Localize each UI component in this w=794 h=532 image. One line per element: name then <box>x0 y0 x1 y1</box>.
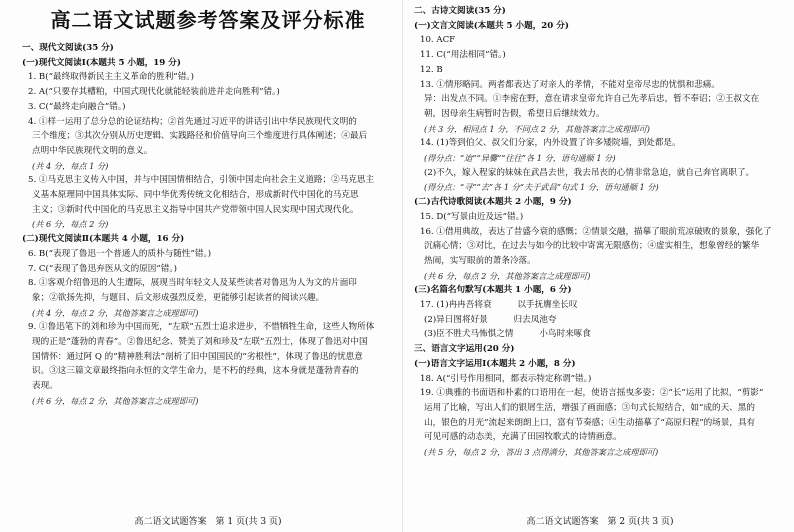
answer-line: 异：出发点不同。①李密在野，意在请求皇帝允许自己先孝后忠，暂不奉诏；②王叔文在 <box>424 94 760 105</box>
answer-line: 18. A(“引号作用相同，都表示特定称谓”错。) <box>420 373 592 384</box>
page-1-column <box>22 0 394 532</box>
answer-line: 三个维度；③其次分别从历史逻辑、实践路径和价值导向三个维度进行具体阐述；④最后 <box>32 131 368 142</box>
page-1-content <box>22 41 394 409</box>
section-heading: 三、语言文字运用(20 分) <box>414 344 515 355</box>
answer-line: 主义；③新时代中国化的马克思主义指导中国共产党带领中国人民实现中国式现代化。 <box>32 204 359 215</box>
scoring-note: (共 6 分，每点 2 分，其他答案言之成理即可) <box>32 395 199 406</box>
answer-line: 山，银色的月光”流起来朗朗上口，富有节奏感；④生动描摹了“高原归程”的场景，具有 <box>424 417 756 428</box>
subsection-heading: (三)名篇名句默写(本题共 1 小题，6 分) <box>414 285 572 296</box>
subsection-heading: (二)现代文阅读Ⅱ(本题共 4 小题，16 分) <box>22 234 185 245</box>
page-2-content <box>414 4 786 460</box>
answer-line: 现的正是“蓬勃的青春”。②鲁迅纪念、赞美了刘和珍及“左联”五烈士，体现了鲁迅对中国 <box>32 337 368 348</box>
scoring-note: (共 4 分，每点 1 分) <box>32 160 109 171</box>
answer-line: 6. B(“表现了鲁迅一个普通人的质朴与随性”错。) <box>28 248 212 259</box>
scoring-note: (共 6 分，每点 2 分，其他答案言之成理即可) <box>424 270 591 281</box>
scoring-note: (共 3 分，相同点 1 分，不同点 2 分，其他答案言之成理即可) <box>424 123 650 134</box>
answer-line: 12. B <box>420 64 443 75</box>
answer-line: (2)异日图将好景 归去凤池夸 <box>424 314 557 325</box>
answer-line: 2. A(“只要存其槽粕，中国式现代化就能轻装前进并走向胜利”错。) <box>28 87 280 98</box>
answer-line: 识。③这三篇文章最终指向永恒的文学生命力，是不朽的经典，这本身就是蓬勃青春的 <box>32 366 359 377</box>
answer-line: 沉痛心情；③对比，在过去与如今的比较中寄寓无限感伤；④虚实相生，想象曾经的繁华 <box>424 241 760 252</box>
answer-line: 16. ①借用典故，表达了昔盛今衰的感慨；②情景交融，描摹了眼前荒凉破败的景象，强化了 <box>420 226 772 237</box>
answer-line: 5. ①马克思主义传入中国，并与中国国情相结合，引领中国走向社会主义道路；②马克思主 <box>28 175 375 186</box>
scoring-note: (得分点：“寻”“去”各 1 分“夫于武昌”句式 1 分，语句通顺 1 分) <box>424 182 659 193</box>
scoring-note: (得分点：“迨”“异爨”“往往”各 1 分，语句通顺 1 分) <box>424 153 616 164</box>
answer-line: 11. C(“用法相同”错。) <box>420 50 506 61</box>
page-title: 高二语文试题参考答案及评分标准 <box>50 8 366 32</box>
answer-line: 7. C(“表现了鲁迅弃医从文的原因”错。) <box>28 263 178 274</box>
scoring-note: (共 6 分，每点 2 分) <box>32 219 109 230</box>
section-heading: 一、现代文阅读(35 分) <box>22 43 114 53</box>
answer-line: 1. B(“最终取得新民主主义革命的胜利”错。) <box>28 72 194 83</box>
answer-line: 象；②欲扬先抑，与题目、后文形成强烈反差，更能够引起读者的阅读兴趣。 <box>32 292 325 303</box>
answer-line: 10. ACF <box>420 35 456 46</box>
answer-line: 8. ①客观介绍鲁迅的人生遭际，展现当时年轻文人及某些读者对鲁迅为人为文的片面印 <box>28 278 357 289</box>
answer-line: 义基本原理同中国具体实际、同中华优秀传统文化相结合，形成新时代中国化的马克思 <box>32 190 359 201</box>
answer-line: 运用了比喻，写出人们的银屑生活，增强了画面感；③句式长短结合，如“成的天、黑的 <box>424 402 755 413</box>
page-2-footer: 高二语文试题答案 第 2 页(共 3 页) <box>526 517 674 527</box>
page-divider <box>402 0 403 532</box>
answer-line: (3)臣不胜犬马怖惧之情 小鸟时来啄食 <box>424 329 591 340</box>
answer-line: 13. ①情形略同。两者都表达了对亲人的孝情，不能对皇帝尽忠的忧惧和悲痛。 <box>420 79 720 90</box>
answer-line: (2)不久，嫁入程家的妹妹在武昌去世，我去吊丧的心情非常急迫，就自己奔官离职了。 <box>424 167 755 178</box>
answer-line: 可见可感的动态美，充满了田园牧歌式的诗情画意。 <box>424 432 622 443</box>
subsection-heading: (一)语言文字运用Ⅰ(本题共 2 小题，8 分) <box>414 358 576 369</box>
answer-line: 4. ①样一运用了总分总的论证结构；②首先通过习近平的讲话引出中华民族现代文明的 <box>28 116 357 127</box>
answer-line: 点明中华民族现代文明的意义。 <box>32 145 153 156</box>
answer-line: 17. (1)冉冉吾将衰 以手抚膺坐长叹 <box>420 300 578 311</box>
scoring-note: (共 5 分，每点 2 分，答出 3 点得满分，其他答案言之成理即可) <box>424 447 659 458</box>
answer-line: 14. (1)等到伯父、叔父们分家，内外设置了许多矮院墙，到处都是。 <box>420 138 681 149</box>
page-2-column <box>414 0 786 532</box>
answer-line: 3. C(“最终走向融合”错。) <box>28 101 126 112</box>
subsection-heading: (一)文言文阅读(本题共 5 小题，20 分) <box>414 20 569 31</box>
subsection-heading: (二)古代诗歌阅读(本题共 2 小题，9 分) <box>414 197 572 208</box>
answer-line: 19. ①典雅的书面语和朴素的口语用在一起，使语言摇曳多姿；②“长”运用了比拟，“剪影” <box>420 388 764 399</box>
section-heading: 二、古诗文阅读(35 分) <box>414 6 506 16</box>
answer-line: 15. D(“写景由近及远”错。) <box>420 211 524 222</box>
page-1-footer: 高二语文试题答案 第 1 页(共 3 页) <box>134 517 282 527</box>
answer-line: 国情怀：通过阿 Q 的“精神胜利法”剖析了旧中国国民的“劣根性”，体现了鲁迅的忧患意 <box>32 351 363 362</box>
subsection-heading: (一)现代文阅读Ⅰ(本题共 5 小题，19 分) <box>22 57 181 68</box>
answer-line: 热闹，实写眼前的萧条冷落。 <box>424 255 536 266</box>
answer-line: 9. ①鲁迅笔下的刘和珍为中国而死，“左联”五烈士追求进步，不惜牺牲生命，这些人物所体 <box>28 322 375 333</box>
answer-line: 表现。 <box>32 381 58 392</box>
scoring-note: (共 4 分，每点 2 分，其他答案言之成理即可) <box>32 307 199 318</box>
answer-line: 朝，因母亲生病暂时告假，希望日后继续效力。 <box>424 108 605 119</box>
